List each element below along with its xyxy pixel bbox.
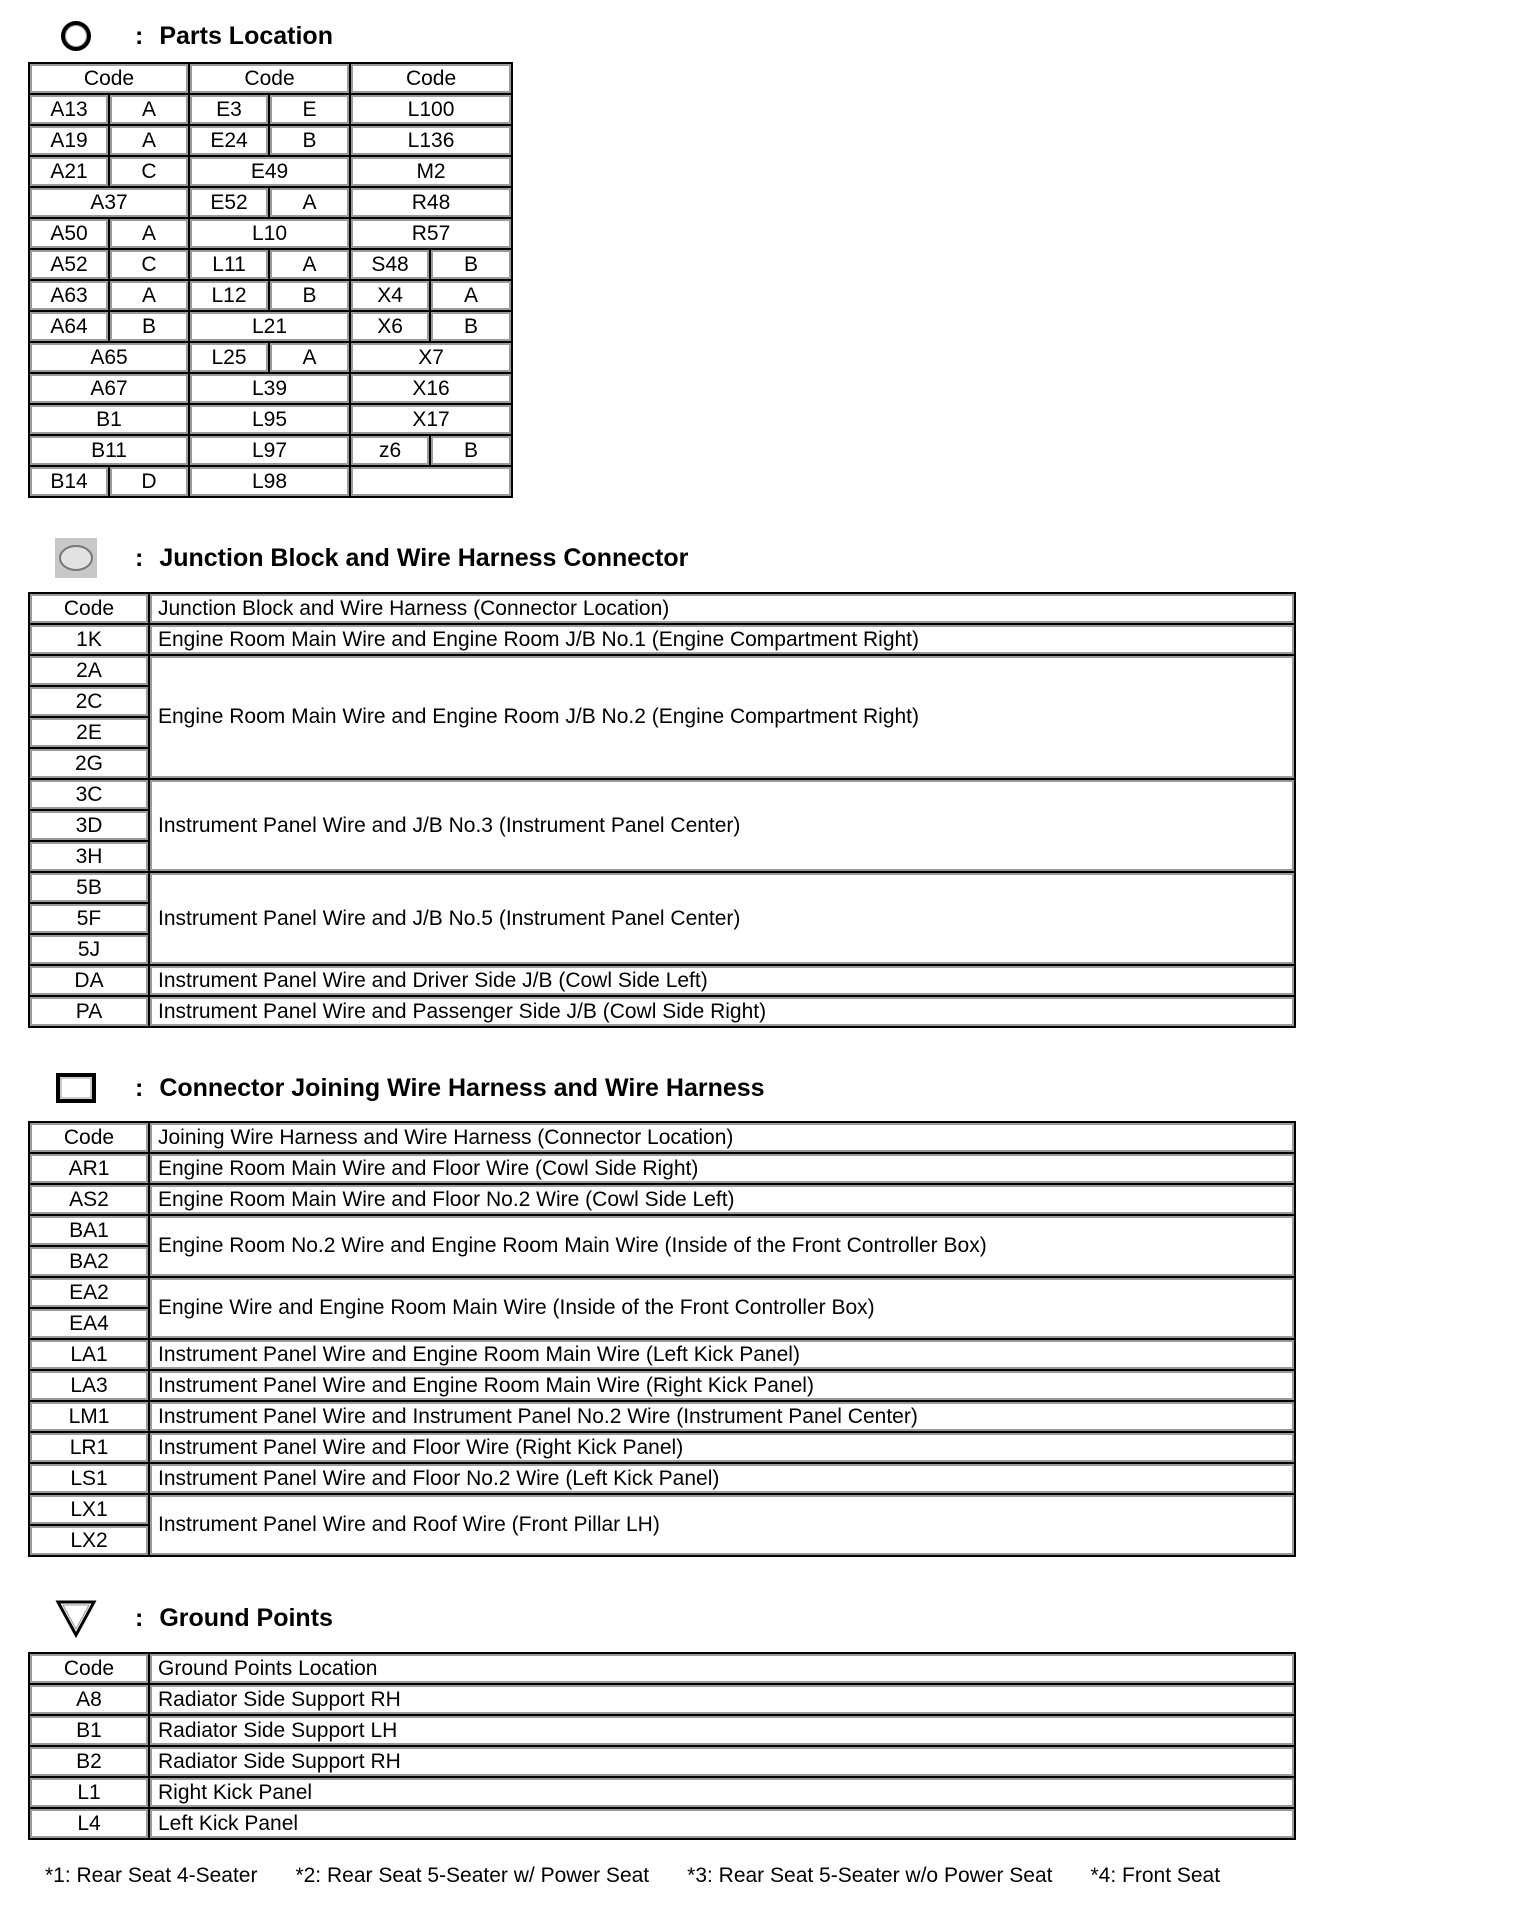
connector-joining-title: Connector Joining Wire Harness and Wire Harness	[159, 1073, 765, 1102]
connector-location: Instrument Panel Wire and Floor No.2 Wire (Left Kick Panel)	[149, 1463, 1295, 1494]
table-row	[29, 1184, 1295, 1215]
connector-code: 5J	[29, 934, 149, 965]
connector-code: 2C	[29, 686, 149, 717]
table-row	[29, 280, 512, 311]
connector-code: A8	[29, 1684, 149, 1715]
column-header: Code	[29, 63, 189, 94]
footnote: *3: Rear Seat 5-Seater w/o Power Seat	[687, 1864, 1053, 1887]
table-row	[29, 1432, 1295, 1463]
part-code: A64	[29, 311, 109, 342]
part-letter: C	[109, 156, 189, 187]
table-row	[29, 1746, 1295, 1777]
part-code: A67	[29, 373, 189, 404]
part-code: M2	[350, 156, 512, 187]
part-letter: A	[269, 342, 350, 373]
table-row	[29, 1370, 1295, 1401]
part-code: L97	[189, 435, 350, 466]
table-row	[29, 342, 512, 373]
connector-code: LA3	[29, 1370, 149, 1401]
table-row	[29, 1715, 1295, 1746]
connector-location: Instrument Panel Wire and Passenger Side J/B (Cowl Side Right)	[149, 996, 1295, 1027]
column-header-code: Code	[29, 593, 149, 624]
connector-code: BA2	[29, 1246, 149, 1277]
table-row	[29, 1339, 1295, 1370]
table-row	[29, 218, 512, 249]
table-row	[29, 1277, 1295, 1308]
connector-joining-table	[28, 1121, 1296, 1557]
connector-code: LR1	[29, 1432, 149, 1463]
ground-points-title: Ground Points	[159, 1603, 333, 1632]
part-code: B1	[29, 404, 189, 435]
column-header-code: Code	[29, 1122, 149, 1153]
connector-code: LM1	[29, 1401, 149, 1432]
connector-code: 2G	[29, 748, 149, 779]
ground-points-colon: :	[135, 1603, 144, 1632]
connector-location: Radiator Side Support RH	[149, 1684, 1295, 1715]
connector-location: Engine Room No.2 Wire and Engine Room Main Wire (Inside of the Front Controller Box)	[149, 1215, 1295, 1277]
part-letter: B	[269, 125, 350, 156]
connector-code: L4	[29, 1808, 149, 1839]
table-row	[29, 373, 512, 404]
table-row	[29, 996, 1295, 1027]
connector-code: LX1	[29, 1494, 149, 1525]
part-code: A37	[29, 187, 189, 218]
table-row	[29, 187, 512, 218]
part-letter: B	[430, 435, 512, 466]
table-row	[29, 1153, 1295, 1184]
table-row	[29, 94, 512, 125]
column-header-location: Ground Points Location	[149, 1653, 1295, 1684]
connector-code: B1	[29, 1715, 149, 1746]
junction-block-title: Junction Block and Wire Harness Connector	[159, 543, 689, 572]
junction-block-heading	[55, 538, 688, 578]
part-letter: C	[109, 249, 189, 280]
part-code: B11	[29, 435, 189, 466]
connector-location: Engine Room Main Wire and Engine Room J/B No.2 (Engine Compartment Right)	[149, 655, 1295, 779]
connector-code: 5F	[29, 903, 149, 934]
table-row	[29, 655, 1295, 686]
part-code: L25	[189, 342, 269, 373]
part-code: X6	[350, 311, 430, 342]
part-letter: A	[109, 94, 189, 125]
part-letter: B	[269, 280, 350, 311]
connector-location: Instrument Panel Wire and J/B No.5 (Instrument Panel Center)	[149, 872, 1295, 965]
connector-code: L1	[29, 1777, 149, 1808]
table-row	[29, 156, 512, 187]
part-code: B14	[29, 466, 109, 497]
connector-location: Instrument Panel Wire and Instrument Panel No.2 Wire (Instrument Panel Center)	[149, 1401, 1295, 1432]
connector-location: Engine Room Main Wire and Floor Wire (Cowl Side Right)	[149, 1153, 1295, 1184]
connector-location: Instrument Panel Wire and Driver Side J/B (Cowl Side Left)	[149, 965, 1295, 996]
table-row	[29, 249, 512, 280]
part-code: R57	[350, 218, 512, 249]
part-code: X16	[350, 373, 512, 404]
connector-code: 1K	[29, 624, 149, 655]
table-row	[29, 125, 512, 156]
part-letter: A	[109, 280, 189, 311]
connector-joining-colon: :	[135, 1073, 144, 1102]
connector-code: DA	[29, 965, 149, 996]
part-code: L39	[189, 373, 350, 404]
column-header: Code	[189, 63, 350, 94]
table-row	[29, 311, 512, 342]
ground-points-table	[28, 1652, 1296, 1840]
table-row	[29, 779, 1295, 810]
part-letter: E	[269, 94, 350, 125]
table-row	[29, 1215, 1295, 1246]
table-row	[29, 1463, 1295, 1494]
column-header: Code	[350, 63, 512, 94]
connector-code: 3C	[29, 779, 149, 810]
part-code: z6	[350, 435, 430, 466]
table-row	[29, 404, 512, 435]
footnote: *2: Rear Seat 5-Seater w/ Power Seat	[295, 1864, 650, 1887]
part-code: A50	[29, 218, 109, 249]
junction-block-icon	[55, 538, 97, 578]
part-code: L100	[350, 94, 512, 125]
connector-code: 3H	[29, 841, 149, 872]
table-row	[29, 872, 1295, 903]
connector-location: Instrument Panel Wire and Engine Room Main Wire (Right Kick Panel)	[149, 1370, 1295, 1401]
connector-location: Engine Room Main Wire and Floor No.2 Wire (Cowl Side Left)	[149, 1184, 1295, 1215]
part-code: R48	[350, 187, 512, 218]
table-row	[29, 466, 512, 497]
connector-code: LX2	[29, 1525, 149, 1556]
parts-location-heading	[55, 16, 333, 56]
part-code: L21	[189, 311, 350, 342]
part-code: E24	[189, 125, 269, 156]
part-letter: A	[269, 187, 350, 218]
connector-location: Radiator Side Support LH	[149, 1715, 1295, 1746]
table-row	[29, 1401, 1295, 1432]
connector-code: 2A	[29, 655, 149, 686]
connector-code: AS2	[29, 1184, 149, 1215]
footnote: *1: Rear Seat 4-Seater	[45, 1864, 258, 1887]
connector-location: Engine Wire and Engine Room Main Wire (Inside of the Front Controller Box)	[149, 1277, 1295, 1339]
connector-code: BA1	[29, 1215, 149, 1246]
part-code: A65	[29, 342, 189, 373]
table-header-row	[29, 63, 512, 94]
connector-location: Instrument Panel Wire and Floor Wire (Right Kick Panel)	[149, 1432, 1295, 1463]
connector-code: AR1	[29, 1153, 149, 1184]
part-code: S48	[350, 249, 430, 280]
part-letter: A	[109, 218, 189, 249]
connector-location: Instrument Panel Wire and Engine Room Main Wire (Left Kick Panel)	[149, 1339, 1295, 1370]
column-header-code: Code	[29, 1653, 149, 1684]
part-code	[350, 466, 512, 497]
table-row	[29, 435, 512, 466]
connector-code: 5B	[29, 872, 149, 903]
part-letter: B	[430, 249, 512, 280]
parts-location-table	[28, 62, 513, 498]
connector-code: B2	[29, 1746, 149, 1777]
table-row	[29, 624, 1295, 655]
ground-points-heading	[55, 1598, 333, 1638]
connector-location: Instrument Panel Wire and Roof Wire (Front Pillar LH)	[149, 1494, 1295, 1556]
part-code: L11	[189, 249, 269, 280]
connector-code: 2E	[29, 717, 149, 748]
part-letter: D	[109, 466, 189, 497]
table-row	[29, 1684, 1295, 1715]
connector-location: Left Kick Panel	[149, 1808, 1295, 1839]
square-connector-icon	[55, 1068, 97, 1108]
part-letter: A	[109, 125, 189, 156]
parts-location-colon: :	[135, 21, 144, 50]
column-header-location: Junction Block and Wire Harness (Connector Location)	[149, 593, 1295, 624]
junction-block-table	[28, 592, 1296, 1028]
connector-joining-heading	[55, 1068, 765, 1108]
part-code: E3	[189, 94, 269, 125]
part-code: E49	[189, 156, 350, 187]
connector-code: EA4	[29, 1308, 149, 1339]
table-row	[29, 965, 1295, 996]
part-code: L136	[350, 125, 512, 156]
part-code: A63	[29, 280, 109, 311]
connector-code: LS1	[29, 1463, 149, 1494]
table-header-row	[29, 1122, 1295, 1153]
parts-location-title: Parts Location	[159, 21, 333, 50]
connector-code: PA	[29, 996, 149, 1027]
junction-block-colon: :	[135, 543, 144, 572]
connector-location: Instrument Panel Wire and J/B No.3 (Instrument Panel Center)	[149, 779, 1295, 872]
part-code: A13	[29, 94, 109, 125]
part-letter: B	[430, 311, 512, 342]
part-code: L12	[189, 280, 269, 311]
table-row	[29, 1494, 1295, 1525]
table-header-row	[29, 593, 1295, 624]
connector-code: EA2	[29, 1277, 149, 1308]
part-code: X4	[350, 280, 430, 311]
part-code: X7	[350, 342, 512, 373]
part-code: E52	[189, 187, 269, 218]
part-letter: A	[269, 249, 350, 280]
triangle-ground-icon	[55, 1598, 97, 1638]
column-header-location: Joining Wire Harness and Wire Harness (Connector Location)	[149, 1122, 1295, 1153]
part-letter: A	[430, 280, 512, 311]
footnote: *4: Front Seat	[1090, 1864, 1221, 1887]
connector-location: Engine Room Main Wire and Engine Room J/B No.1 (Engine Compartment Right)	[149, 624, 1295, 655]
part-code: L95	[189, 404, 350, 435]
connector-code: 3D	[29, 810, 149, 841]
part-code: A19	[29, 125, 109, 156]
table-row	[29, 1777, 1295, 1808]
connector-location: Radiator Side Support RH	[149, 1746, 1295, 1777]
table-row	[29, 1808, 1295, 1839]
part-code: L98	[189, 466, 350, 497]
table-header-row	[29, 1653, 1295, 1684]
connector-location: Right Kick Panel	[149, 1777, 1295, 1808]
part-code: A52	[29, 249, 109, 280]
connector-code: LA1	[29, 1339, 149, 1370]
part-code: A21	[29, 156, 109, 187]
part-code: L10	[189, 218, 350, 249]
circle-icon	[55, 16, 97, 56]
footnotes	[45, 1864, 1220, 1888]
part-letter: B	[109, 311, 189, 342]
part-code: X17	[350, 404, 512, 435]
